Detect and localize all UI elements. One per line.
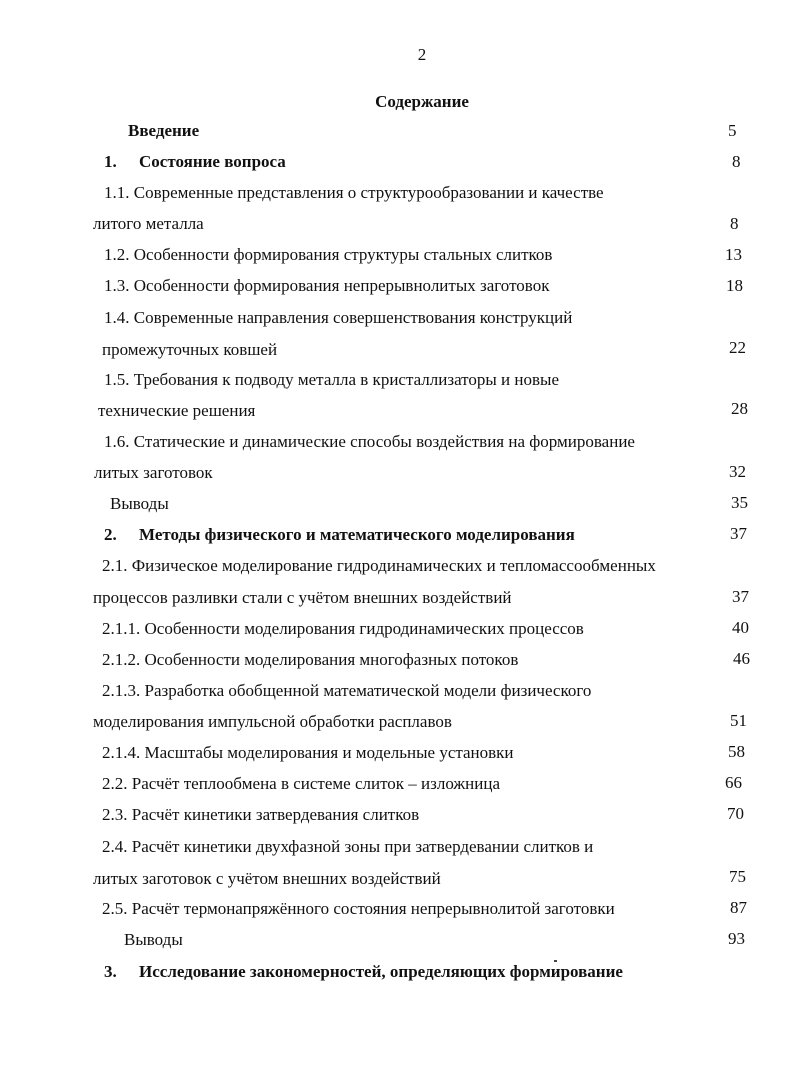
toc-section-line1: 1.6. Статические и динамические способы воздействия на формирование [104, 432, 635, 451]
toc-section-line1: 1.4. Современные направления совершенствования конструкций [104, 308, 573, 327]
toc-page: 35 [731, 493, 748, 512]
toc-chapter-title: Методы физического и математического моделирования [139, 525, 575, 544]
toc-section-line1: 2.1. Физическое моделирование гидродинамических и тепломассообменных [102, 556, 656, 575]
toc-entry-intro: Введение [128, 121, 200, 140]
toc-page: 8 [730, 214, 739, 233]
toc-section-line1: 2.4. Расчёт кинетики двухфазной зоны при затвердевании слитков и [102, 837, 594, 856]
toc-subsection: 2.1.4. Масштабы моделирования и модельные установки [102, 743, 514, 762]
toc-section: 1.3. Особенности формирования непрерывнолитых заготовок [104, 276, 550, 295]
toc-chapter-number: 3. [104, 962, 117, 981]
toc-section: 1.2. Особенности формирования структуры стальных слитков [104, 245, 553, 264]
toc-subsection-line1: 2.1.3. Разработка обобщенной математической модели физического [102, 681, 592, 700]
toc-page: 40 [732, 618, 749, 637]
page-title: Содержание [375, 92, 469, 111]
toc-page: 58 [728, 742, 745, 761]
toc-page: 70 [727, 804, 744, 823]
toc-section: 2.2. Расчёт теплообмена в системе слиток – изложница [102, 774, 501, 793]
toc-subsection-line2: моделирования импульсной обработки расплавов [93, 712, 452, 731]
toc-page: 13 [725, 245, 742, 264]
toc-page: 37 [732, 587, 749, 606]
toc-chapter-number: 1. [104, 152, 117, 171]
toc-section-line2: технические решения [98, 401, 256, 420]
toc-section-line1: 1.1. Современные представления о структурообразовании и качестве [104, 183, 604, 202]
toc-chapter-title: Исследование закономерностей, определяющих формирование [139, 962, 623, 981]
toc-page: 51 [730, 711, 747, 730]
toc-chapter-title: Состояние вопроса [139, 152, 286, 171]
toc-section: 2.3. Расчёт кинетики затвердевания слитков [102, 805, 420, 824]
toc-conclusions: Выводы [110, 494, 169, 513]
toc-subsection: 2.1.2. Особенности моделирования многофазных потоков [102, 650, 519, 669]
toc-page: 66 [725, 773, 742, 792]
toc-page: 87 [730, 898, 747, 917]
toc-chapter-number: 2. [104, 525, 117, 544]
toc-conclusions: Выводы [124, 930, 183, 949]
toc-page: 37 [730, 524, 747, 543]
toc-page: 18 [726, 276, 743, 295]
toc-section-line2: литых заготовок с учётом внешних воздействий [93, 869, 441, 888]
toc-section-line2: процессов разливки стали с учётом внешних воздействий [93, 588, 512, 607]
toc-page: 28 [731, 399, 748, 418]
page-number: 2 [417, 45, 427, 64]
toc-section: 2.5. Расчёт термонапряжённого состояния непрерывнолитой заготовки [102, 899, 615, 918]
toc-page: 22 [729, 338, 746, 357]
toc-page: 8 [732, 152, 741, 171]
toc-page: 32 [729, 462, 746, 481]
toc-section-line2: промежуточных ковшей [102, 340, 278, 359]
toc-subsection: 2.1.1. Особенности моделирования гидродинамических процессов [102, 619, 584, 638]
toc-page: 93 [728, 929, 745, 948]
toc-page: 75 [729, 867, 746, 886]
toc-page-intro: 5 [728, 121, 737, 140]
toc-section-line1: 1.5. Требования к подводу металла в кристаллизаторы и новые [104, 370, 559, 389]
toc-page: 46 [733, 649, 750, 668]
toc-section-line2: литого металла [93, 214, 204, 233]
toc-section-line2: литых заготовок [94, 463, 213, 482]
